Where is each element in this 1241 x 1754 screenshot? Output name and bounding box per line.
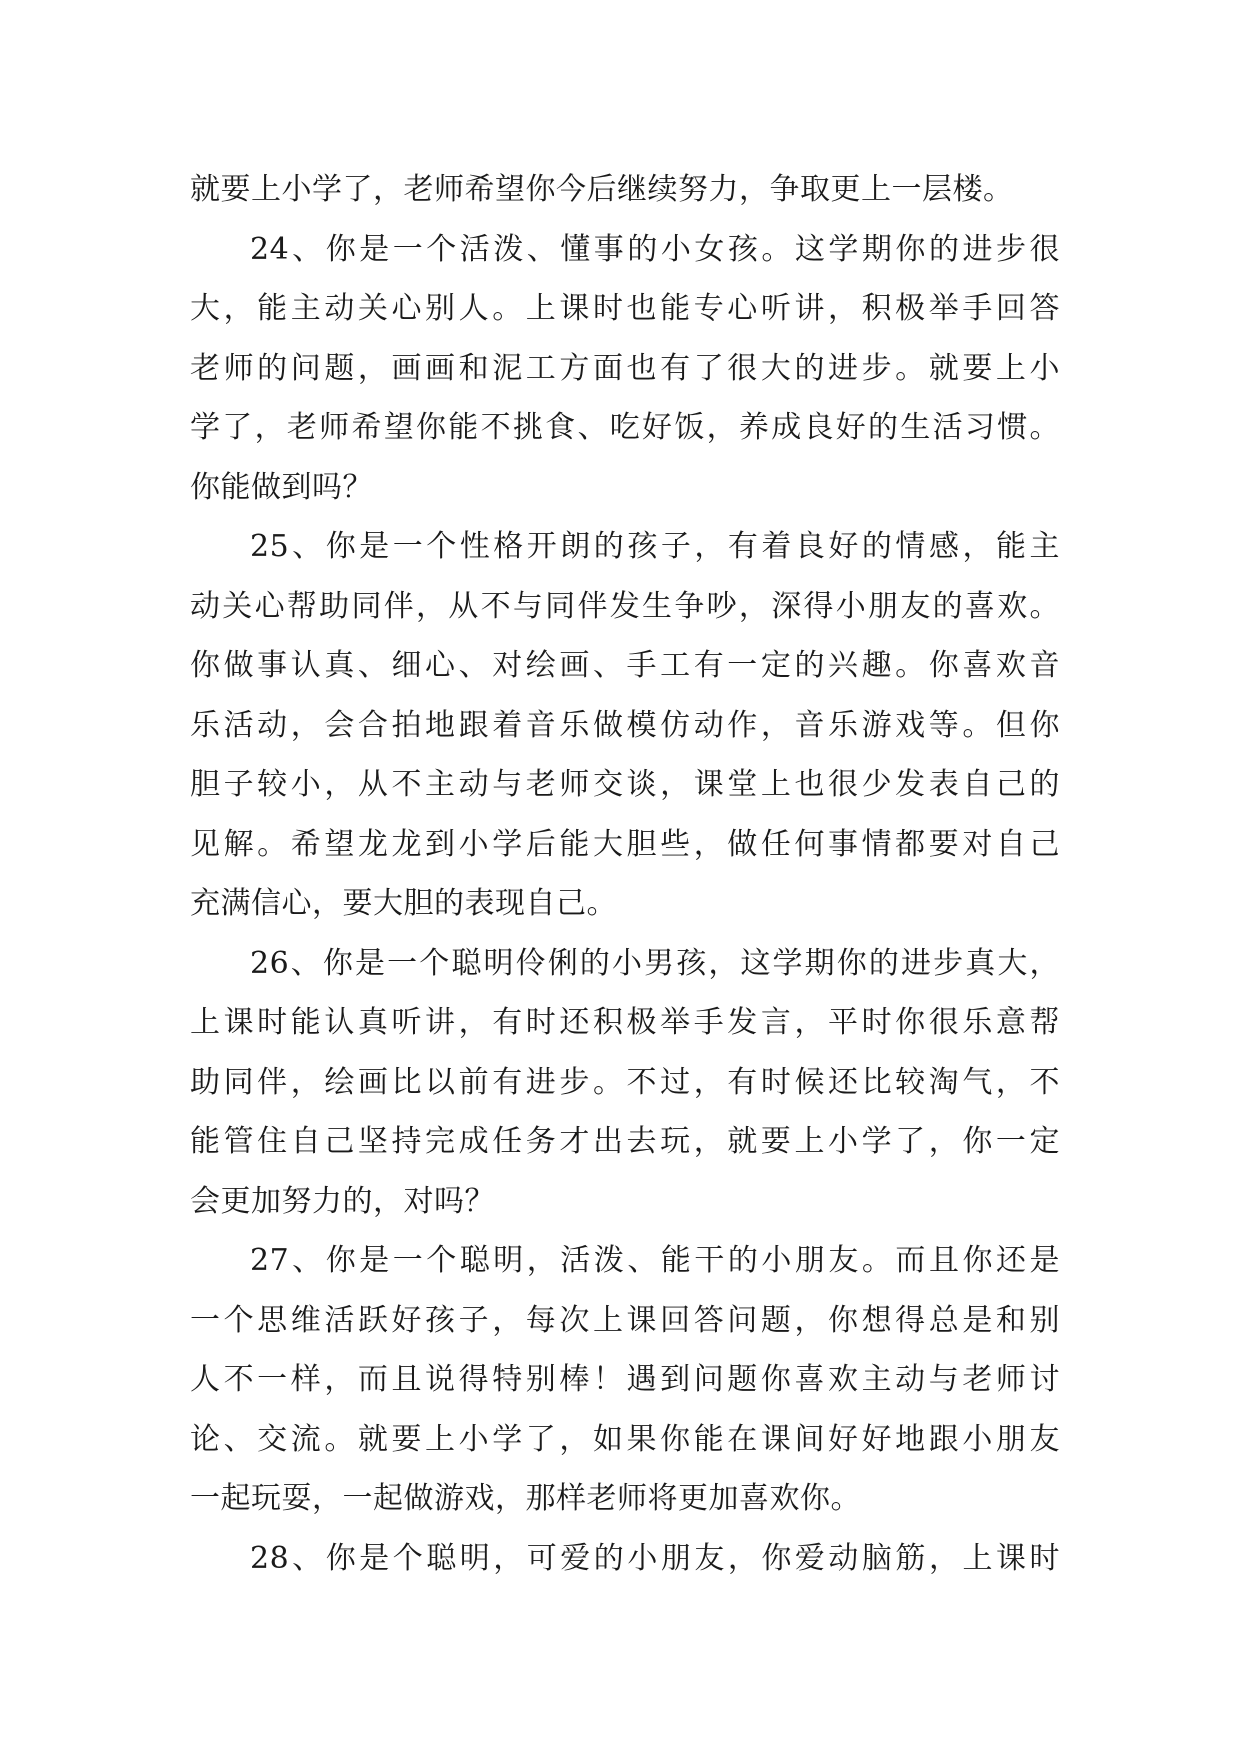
text-line: 你做事认真、细心、对绘画、手工有一定的兴趣。你喜欢音 <box>190 648 1060 683</box>
text-line: 你能做到吗？ <box>190 469 373 505</box>
text-line: 会更加努力的，对吗？ <box>190 1183 495 1219</box>
text-line: 助同伴，绘画比以前有进步。不过，有时候还比较淘气，不 <box>190 1064 1060 1100</box>
paragraph-first-line: 25、你是一个性格开朗的孩子，有着良好的情感，能主 <box>250 529 1060 564</box>
paragraph-first-line: 26、你是一个聪明伶俐的小男孩，这学期你的进步真大， <box>250 945 1060 981</box>
document-body <box>190 160 1060 1588</box>
text-line: 就要上小学了，老师希望你今后继续努力，争取更上一层楼。 <box>190 172 1014 207</box>
text-line: 老师的问题，画画和泥工方面也有了很大的进步。就要上小 <box>190 350 1060 386</box>
text-line: 人不一样，而且说得特别棒！遇到问题你喜欢主动与老师讨 <box>190 1362 1060 1397</box>
text-line: 一起玩耍，一起做游戏，那样老师将更加喜欢你。 <box>190 1481 861 1516</box>
text-line: 乐活动，会合拍地跟着音乐做模仿动作，音乐游戏等。但你 <box>190 707 1060 743</box>
text-line: 论、交流。就要上小学了，如果你能在课间好好地跟小朋友 <box>190 1421 1060 1457</box>
text-line: 大，能主动关心别人。上课时也能专心听讲，积极举手回答 <box>190 291 1060 326</box>
text-line: 见解。希望龙龙到小学后能大胆些，做任何事情都要对自己 <box>190 826 1060 862</box>
text-line: 胆子较小，从不主动与老师交谈，课堂上也很少发表自己的 <box>190 767 1060 802</box>
paragraph-first-line: 27、你是一个聪明，活泼、能干的小朋友。而且你还是 <box>250 1243 1060 1278</box>
paragraph-first-line: 24、你是一个活泼、懂事的小女孩。这学期你的进步很 <box>250 231 1060 267</box>
text-line: 学了，老师希望你能不挑食、吃好饭，养成良好的生活习惯。 <box>190 410 1060 445</box>
text-line: 能管住自己坚持完成任务才出去玩，就要上小学了，你一定 <box>190 1124 1060 1159</box>
paragraph-first-line: 28、你是个聪明，可爱的小朋友，你爱动脑筋，上课时 <box>250 1540 1060 1576</box>
text-line: 上课时能认真听讲，有时还积极举手发言，平时你很乐意帮 <box>190 1005 1060 1040</box>
text-line: 充满信心，要大胆的表现自己。 <box>190 886 617 921</box>
text-line: 动关心帮助同伴，从不与同伴发生争吵，深得小朋友的喜欢。 <box>190 588 1060 624</box>
text-line: 一个思维活跃好孩子，每次上课回答问题，你想得总是和别 <box>190 1302 1060 1338</box>
